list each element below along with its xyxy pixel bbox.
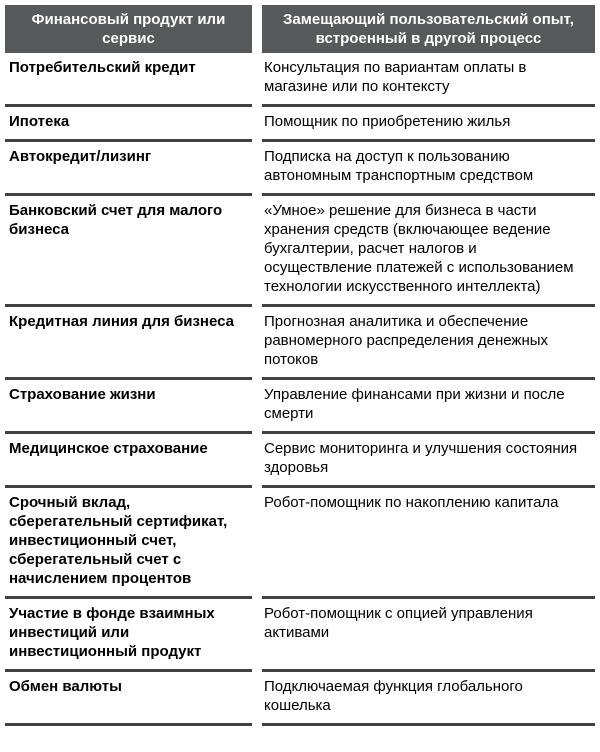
table-row <box>5 380 595 434</box>
experience-cell: «Умное» решение для бизнеса в части хранения средств (включающее ведение бухгалтерии, расчет налогов и осуществление платежей с использованием технологии искусственного интеллекта) <box>262 196 595 307</box>
product-cell: Ипотека <box>5 107 252 142</box>
product-cell: Автокредит/лизинг <box>5 142 252 196</box>
table-row <box>5 488 595 599</box>
table-header-row <box>5 5 595 53</box>
table-row <box>5 107 595 142</box>
product-cell: Страхование жизни <box>5 380 252 434</box>
table-row <box>5 599 595 672</box>
product-cell: Потребительский кредит <box>5 53 252 107</box>
comparison-table <box>5 5 595 726</box>
experience-cell: Сервис мониторинга и улучшения состояния здоровья <box>262 434 595 488</box>
product-cell: Банковский счет для малого бизнеса <box>5 196 252 307</box>
header-cell-experience: Замещающий пользовательский опыт, встроенный в другой процесс <box>262 5 595 53</box>
product-cell: Медицинское страхование <box>5 434 252 488</box>
experience-cell: Консультация по вариантам оплаты в магазине или по контексту <box>262 53 595 107</box>
experience-cell: Подписка на доступ к пользованию автономным транспортным средством <box>262 142 595 196</box>
experience-cell: Робот-помощник по накоплению капитала <box>262 488 595 599</box>
product-cell: Участие в фонде взаимных инвестиций или инвестиционный продукт <box>5 599 252 672</box>
table-row <box>5 434 595 488</box>
product-cell: Срочный вклад, сберегательный сертификат, инвестиционный счет, сберегательный счет с начислением процентов <box>5 488 252 599</box>
table-row <box>5 672 595 726</box>
product-cell: Обмен валюты <box>5 672 252 726</box>
product-cell: Кредитная линия для бизнеса <box>5 307 252 380</box>
experience-cell: Прогнозная аналитика и обеспечение равномерного распределения денежных потоков <box>262 307 595 380</box>
header-cell-product: Финансовый продукт или сервис <box>5 5 252 53</box>
table-row <box>5 307 595 380</box>
table-row <box>5 142 595 196</box>
experience-cell: Помощник по приобретению жилья <box>262 107 595 142</box>
table-row <box>5 53 595 107</box>
experience-cell: Подключаемая функция глобального кошелька <box>262 672 595 726</box>
experience-cell: Робот-помощник с опцией управления активами <box>262 599 595 672</box>
experience-cell: Управление финансами при жизни и после смерти <box>262 380 595 434</box>
table-row <box>5 196 595 307</box>
